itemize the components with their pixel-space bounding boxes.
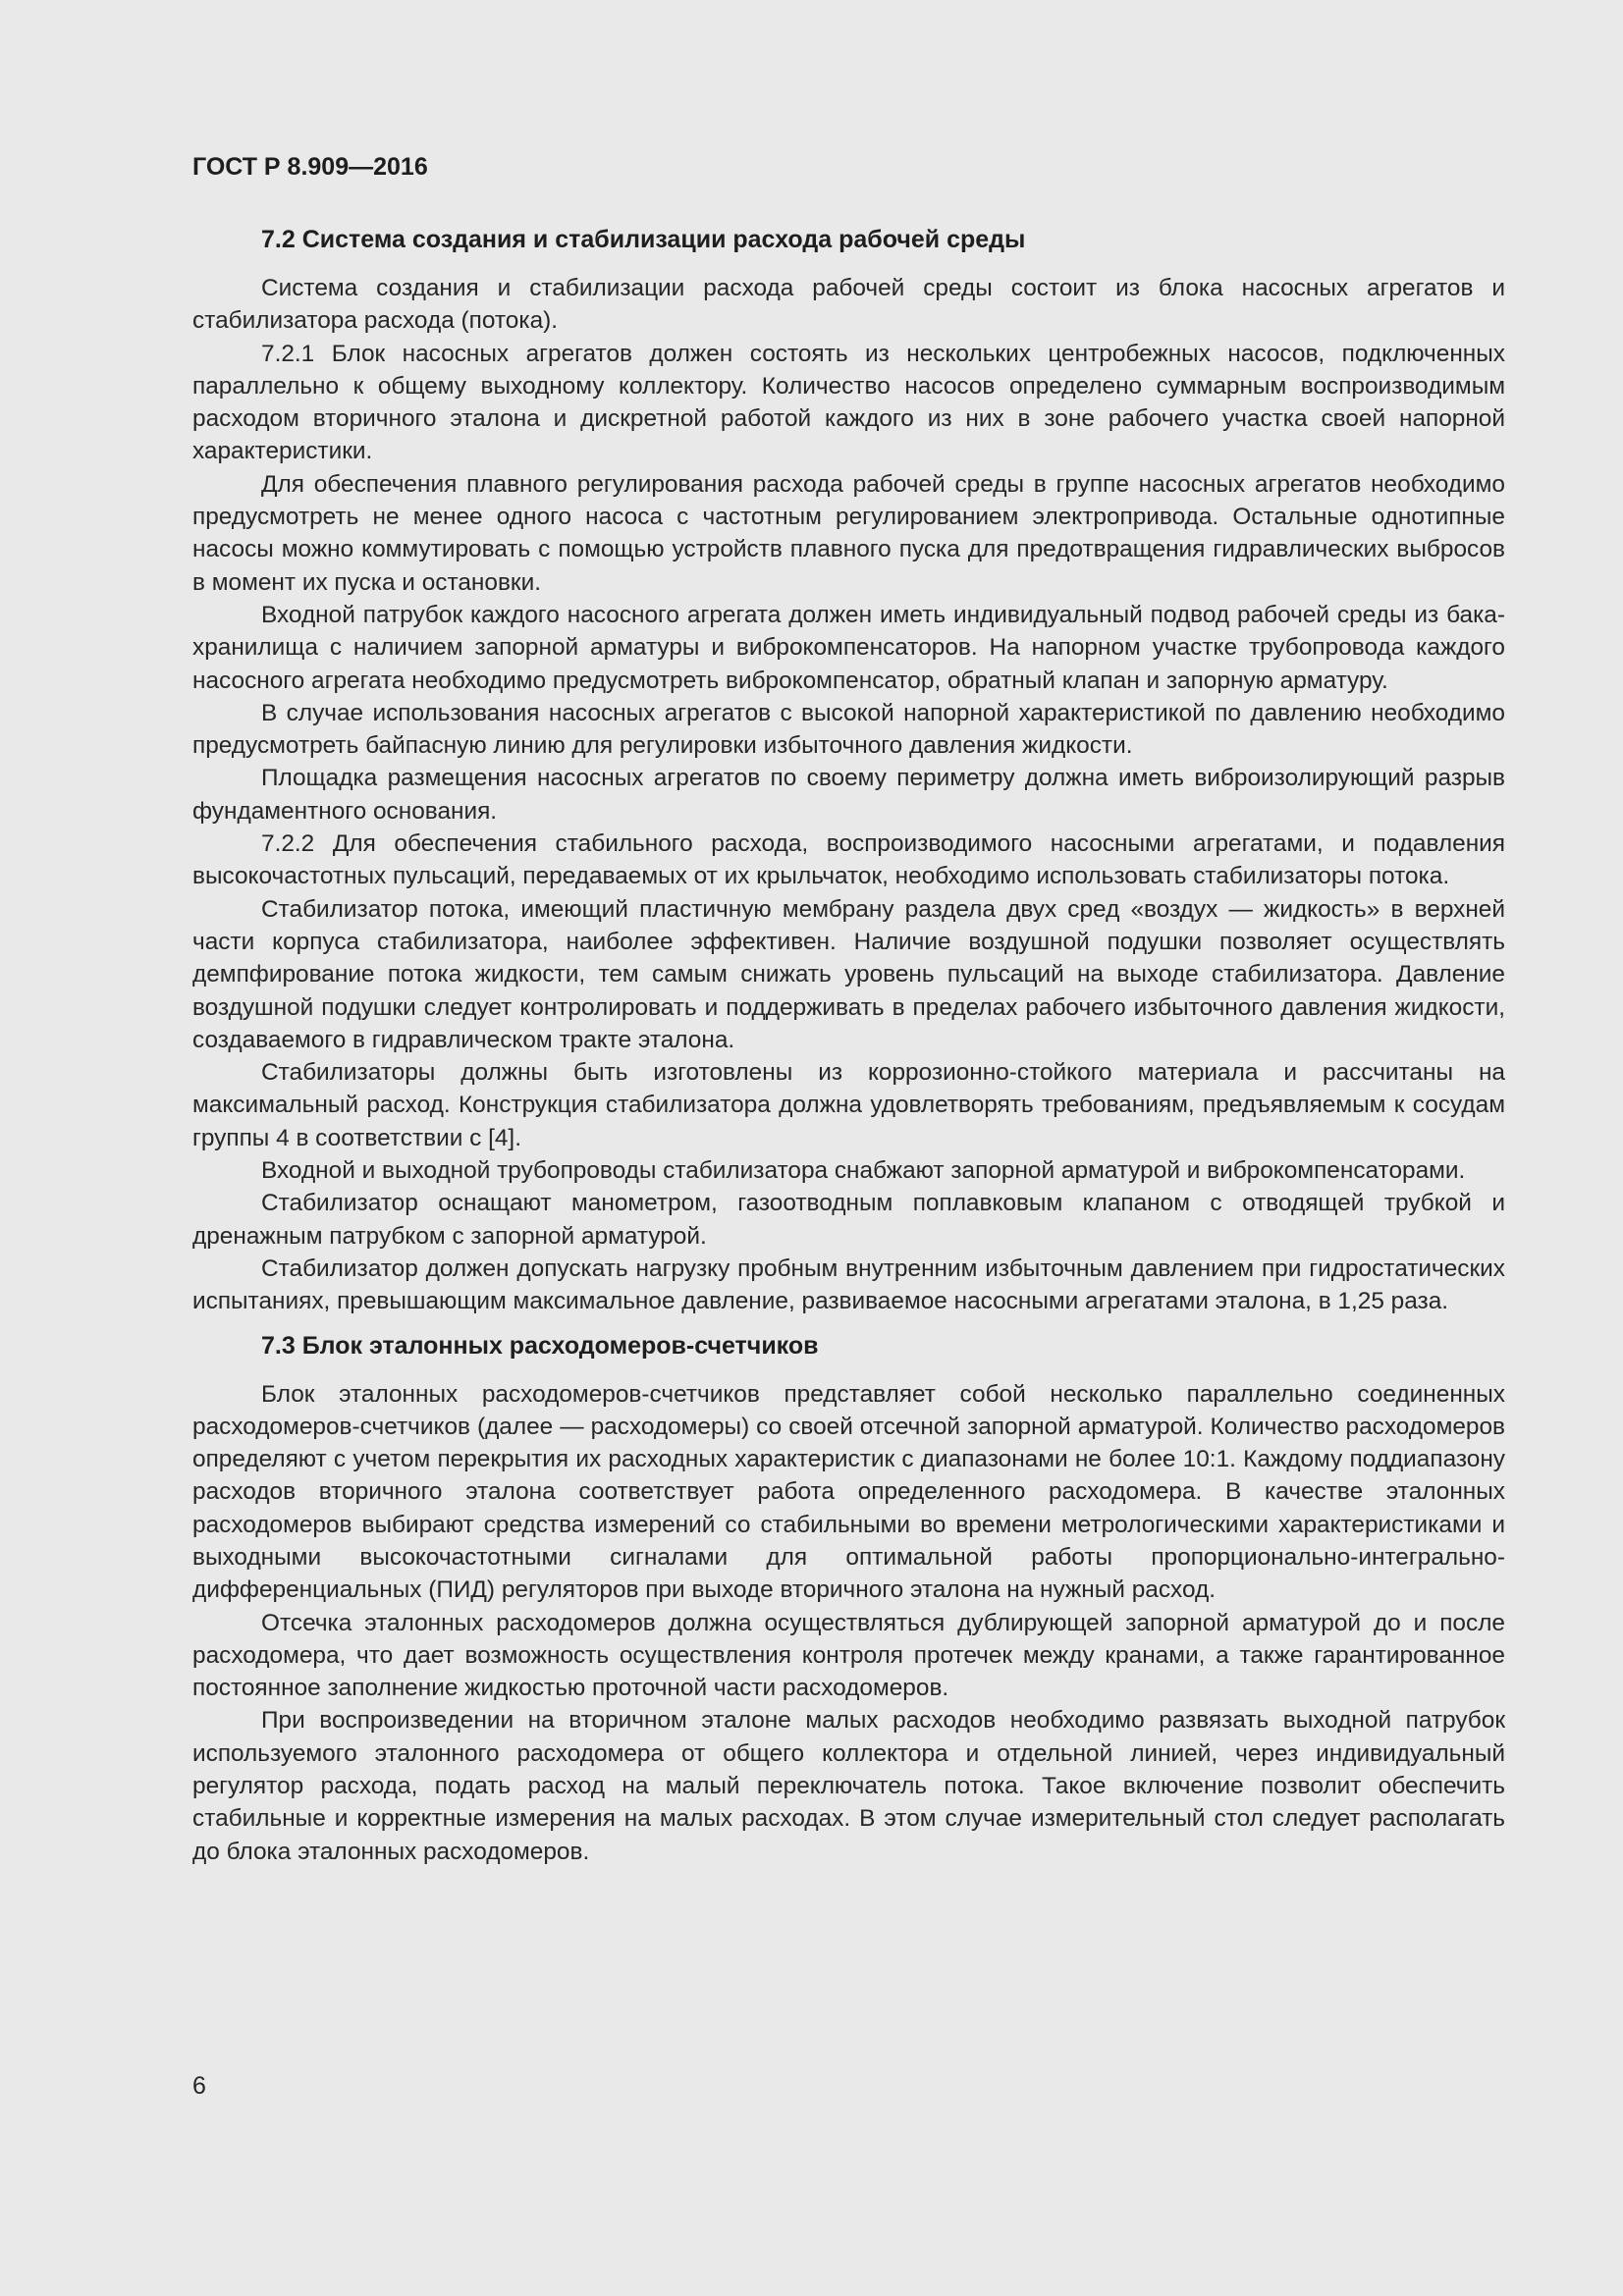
page-number: 6 [192, 2072, 206, 2100]
paragraph: Входной и выходной трубопроводы стабилизатора снабжают запорной арматурой и виброкомпенсаторами. [261, 1157, 1466, 1185]
paragraph: Система создания и стабилизации расхода рабочей среды состоит из блока насосных агрегатов и стабилизатора расхода (потока). [192, 275, 1505, 335]
paragraph: Отсечка эталонных расходомеров должна осуществляться дублирующей запорной арматурой до и после расходомера, что дает возможность осуществления контроля протечек между кранами, а также гарантированное постоянное заполнение жидкостью проточной части расходомеров. [192, 1609, 1505, 1702]
document-code: ГОСТ Р 8.909—2016 [192, 153, 428, 181]
section-7-2-heading: 7.2 Система создания и стабилизации расхода рабочей среды [261, 226, 1026, 253]
paragraph: Входной патрубок каждого насосного агрегата должен иметь индивидуальный подвод рабочей среды из бака-хранилища с наличием запорной арматуры и виброкомпенсаторов. На напорном участке трубопровода каждого насосного агрегата необходимо предусмотреть виброкомпенсатор, обратный клапан и запорную арматуру. [192, 601, 1505, 694]
paragraph: Стабилизаторы должны быть изготовлены из коррозионно-стойкого материала и рассчитаны на максимальный расход. Конструкция стабилизатора должна удовлетворять требованиям, предъявляемым к сосудам группы 4 в соответствии с [4]. [192, 1059, 1505, 1151]
paragraph: При воспроизведении на вторичном эталоне малых расходов необходимо развязать выходной патрубок используемого эталонного расходомера от общего коллектора и отдельной линией, через индивидуальный регулятор расхода, подать расход на малый переключатель потока. Такое включение позволит обеспечить стабильные и корректные измерения на малых расходах. В этом случае измерительный стол следует располагать до блока эталонных расходомеров. [192, 1707, 1505, 1865]
paragraph: Площадка размещения насосных агрегатов по своему периметру должна иметь виброизолирующий разрыв фундаментного основания. [192, 765, 1505, 825]
paragraph: Для обеспечения плавного регулирования расхода рабочей среды в группе насосных агрегатов необходимо предусмотреть не менее одного насоса с частотным регулированием электропривода. Остальные однотипные насосы можно коммутировать с помощью устройств плавного пуска для предотвращения гидравлических выбросов в момент их пуска и остановки. [192, 470, 1505, 596]
section-7-3-heading: 7.3 Блок эталонных расходомеров-счетчиков [261, 1331, 819, 1360]
paragraph: 7.2.1 Блок насосных агрегатов должен состоять из нескольких центробежных насосов, подключенных параллельно к общему выходному коллектору. Количество насосов определено суммарным воспроизводимым расходом вторичного эталона и дискретной работой каждого из них в зоне рабочего участка своей напорной характеристики. [192, 340, 1505, 465]
paragraph: Стабилизатор должен допускать нагрузку пробным внутренним избыточным давлением при гидростатических испытаниях, превышающим максимальное давление, развиваемое насосными агрегатами эталона, в 1,25 раза. [192, 1255, 1505, 1315]
paragraph: В случае использования насосных агрегатов с высокой напорной характеристикой по давлению необходимо предусмотреть байпасную линию для регулировки избыточного давления жидкости. [192, 699, 1505, 760]
section-7-2-body [192, 272, 1505, 1318]
paragraph: Стабилизатор оснащают манометром, газоотводным поплавковым клапаном с отводящей трубкой и дренажным патрубком с запорной арматурой. [192, 1190, 1505, 1250]
paragraph: Блок эталонных расходомеров-счетчиков представляет собой несколько параллельно соединенных расходомеров-счетчиков (далее — расходомеры) со своей отсечной запорной арматурой. Количество расходомеров определяют с учетом перекрытия их расходных характеристик с диапазонами не более 10:1. Каждому поддиапазону расходов вторичного эталона соответствует работа определенного расходомера. В качестве эталонных расходомеров выбирают средства измерений со стабильными во времени метрологическими характеристиками и выходными высокочастотными сигналами для оптимальной работы пропорционально-интегрально-дифференциальных (ПИД) регуляторов при выходе вторичного эталона на нужный расход. [192, 1380, 1505, 1604]
paragraph: Стабилизатор потока, имеющий пластичную мембрану раздела двух сред «воздух — жидкость» в верхней части корпуса стабилизатора, наиболее эффективен. Наличие воздушной подушки позволяет осуществлять демпфирование потока жидкости, тем самым снижать уровень пульсаций на выходе стабилизатора. Давление воздушной подушки следует контролировать и поддерживать в пределах рабочего избыточного давления жидкости, создаваемого в гидравлическом тракте эталона. [192, 895, 1505, 1053]
section-7-3-body [192, 1378, 1505, 1868]
paragraph: 7.2.2 Для обеспечения стабильного расхода, воспроизводимого насосными агрегатами, и подавления высокочастотных пульсаций, передаваемых от их крыльчаток, необходимо использовать стабилизаторы потока. [192, 830, 1505, 890]
document-page [192, 149, 1505, 1868]
